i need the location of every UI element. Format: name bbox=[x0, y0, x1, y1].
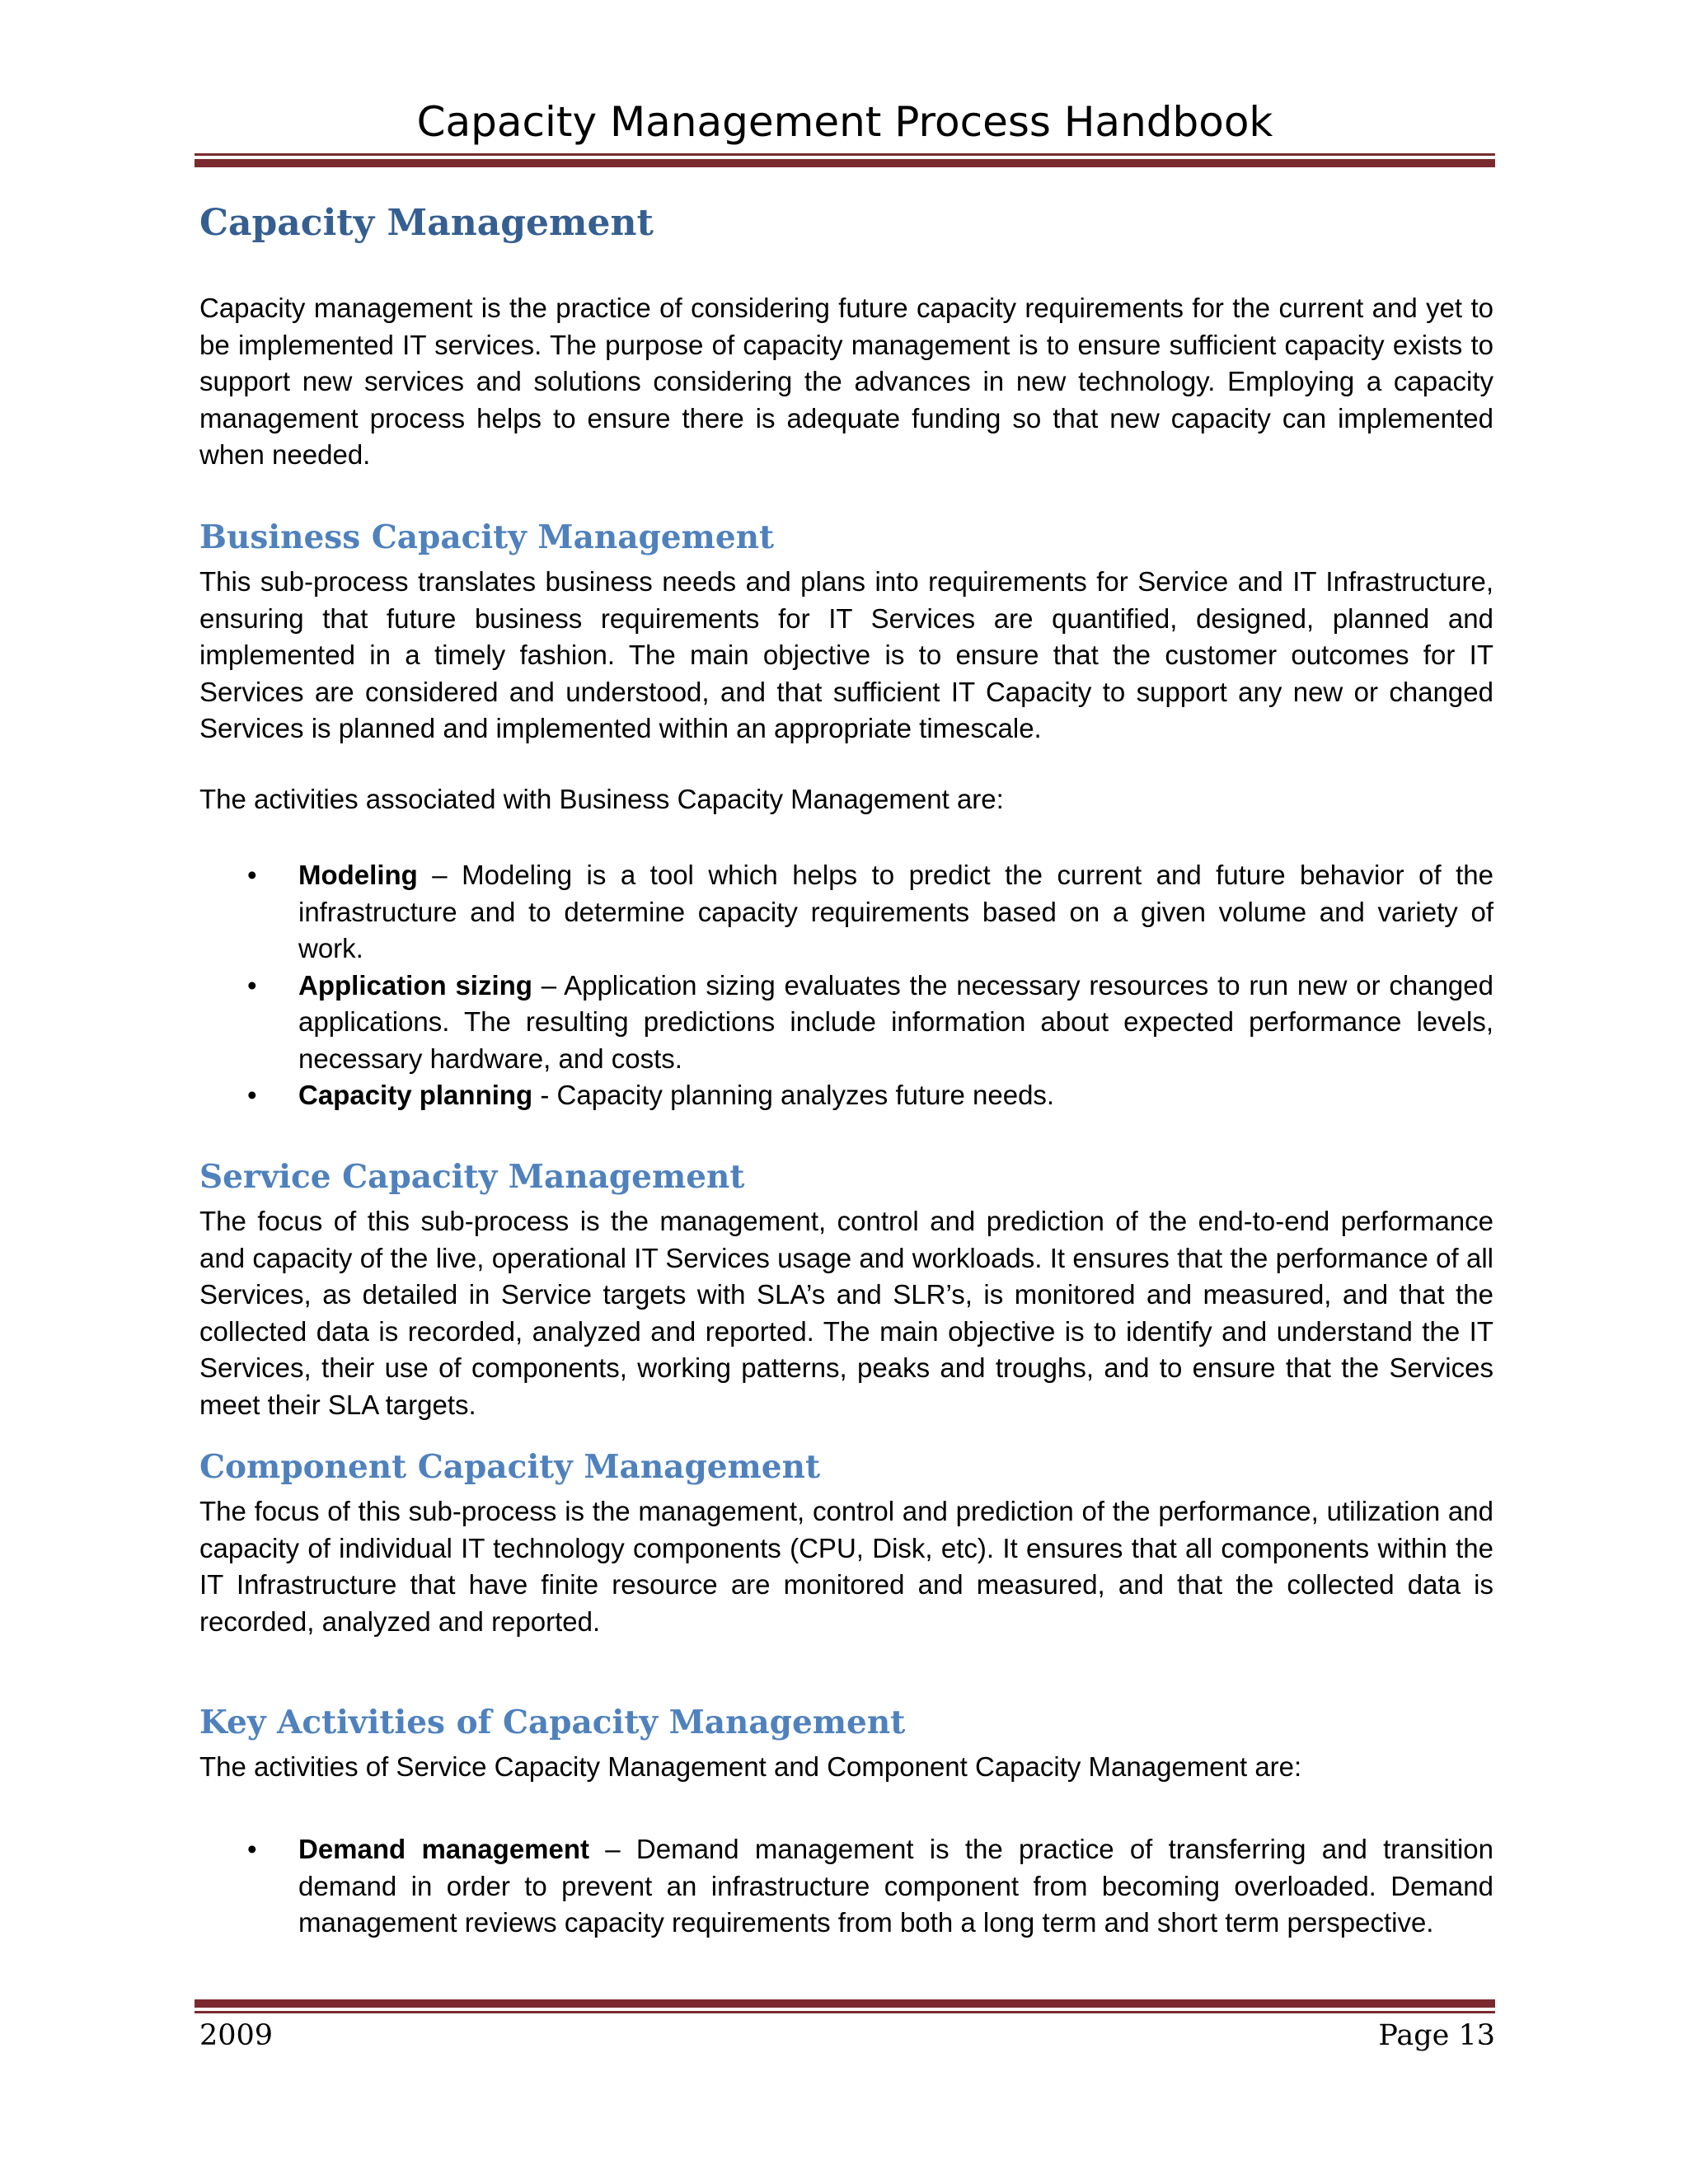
paragraph-business-capacity: This sub-process translates business needs and plans into requirements for Service and IT Infrastructure, ensuring that future business requirements for IT Services are quantified, designed, planned and implemented in a timely fashion. The main objective is to ensure that the customer outcomes for IT Services are considered and understood, and that sufficient IT Capacity to support any new or changed Services is planned and implemented within an appropriate timescale. bbox=[199, 566, 1493, 743]
bullet-icon: • bbox=[247, 1080, 257, 1110]
paragraph-capacity-management: Capacity management is the practice of considering future capacity requirements for the current and yet to be implemented IT services. The purpose of capacity management is to ensure sufficient capacity exists to support new services and solutions considering the advances in new technology. Employing a capacity management process helps to ensure there is adequate funding so that new capacity can implemented when needed. bbox=[199, 293, 1493, 470]
heading-component-capacity: Component Capacity Management bbox=[199, 1448, 820, 1486]
term-capacity-planning: Capacity planning bbox=[298, 1080, 533, 1110]
term-demand-management: Demand management bbox=[298, 1834, 590, 1864]
header-rule bbox=[195, 153, 1495, 167]
heading-business-capacity: Business Capacity Management bbox=[199, 518, 775, 556]
footer-page-number: Page 13 bbox=[1378, 2019, 1495, 2052]
business-activities-intro: The activities associated with Business Capacity Management are: bbox=[199, 784, 1004, 814]
bullet-icon: • bbox=[247, 969, 257, 1001]
desc-demand-management: – Demand management is the practice of transferring and transition demand in order to prevent an infrastructure component from becoming overloaded. Demand management reviews capacity requirements from both a long term and short term perspective. bbox=[298, 1834, 1493, 1938]
paragraph-service-capacity: The focus of this sub-process is the management, control and prediction of the end-to-end performance and capacity of the live, operational IT Services usage and workloads. It ensures that the performance of all Services, as detailed in Service targets with SLA’s and SLR’s, is monitored and measured, and that the collected data is recorded, analyzed and reported. The main objective is to identify and understand the IT Services, their use of components, working patterns, peaks and troughs, and to ensure that the Services meet their SLA targets. bbox=[199, 1206, 1493, 1420]
key-activities-list bbox=[199, 1831, 1493, 1942]
desc-modeling: – Modeling is a tool which helps to predict the current and future behavior of the infrastructure and to determine capacity requirements based on a given volume and variety of work. bbox=[298, 860, 1493, 963]
list-item-modeling bbox=[199, 857, 1493, 968]
list-item-capacity-planning bbox=[199, 1077, 1493, 1114]
desc-application-sizing: – Application sizing evaluates the necessary resources to run new or changed applications. The resulting predictions include information about expected performance levels, necessary hardware, and costs. bbox=[298, 969, 1493, 1074]
list-item-application-sizing bbox=[199, 968, 1493, 1078]
business-activities-list bbox=[199, 857, 1493, 1114]
footer-year: 2009 bbox=[199, 2019, 274, 2052]
list-item-demand-management bbox=[199, 1831, 1493, 1942]
bullet-icon: • bbox=[247, 1834, 257, 1864]
page-header-title: Capacity Management Process Handbook bbox=[416, 98, 1273, 146]
term-modeling: Modeling bbox=[298, 860, 418, 890]
key-activities-intro: The activities of Service Capacity Management and Component Capacity Management are: bbox=[199, 1751, 1302, 1782]
heading-key-activities: Key Activities of Capacity Management bbox=[199, 1704, 906, 1741]
desc-capacity-planning: - Capacity planning analyzes future needs. bbox=[532, 1080, 1055, 1110]
term-application-sizing: Application sizing bbox=[298, 969, 532, 1001]
heading-capacity-management: Capacity Management bbox=[199, 202, 654, 244]
footer-rule bbox=[195, 1999, 1495, 2013]
bullet-icon: • bbox=[247, 860, 257, 890]
heading-service-capacity: Service Capacity Management bbox=[199, 1158, 745, 1196]
paragraph-component-capacity: The focus of this sub-process is the management, control and prediction of the performance, utilization and capacity of individual IT technology components (CPU, Disk, etc). It ensures that all components within the IT Infrastructure that have finite resource are monitored and measured, and that the collected data is recorded, analyzed and reported. bbox=[199, 1496, 1493, 1637]
